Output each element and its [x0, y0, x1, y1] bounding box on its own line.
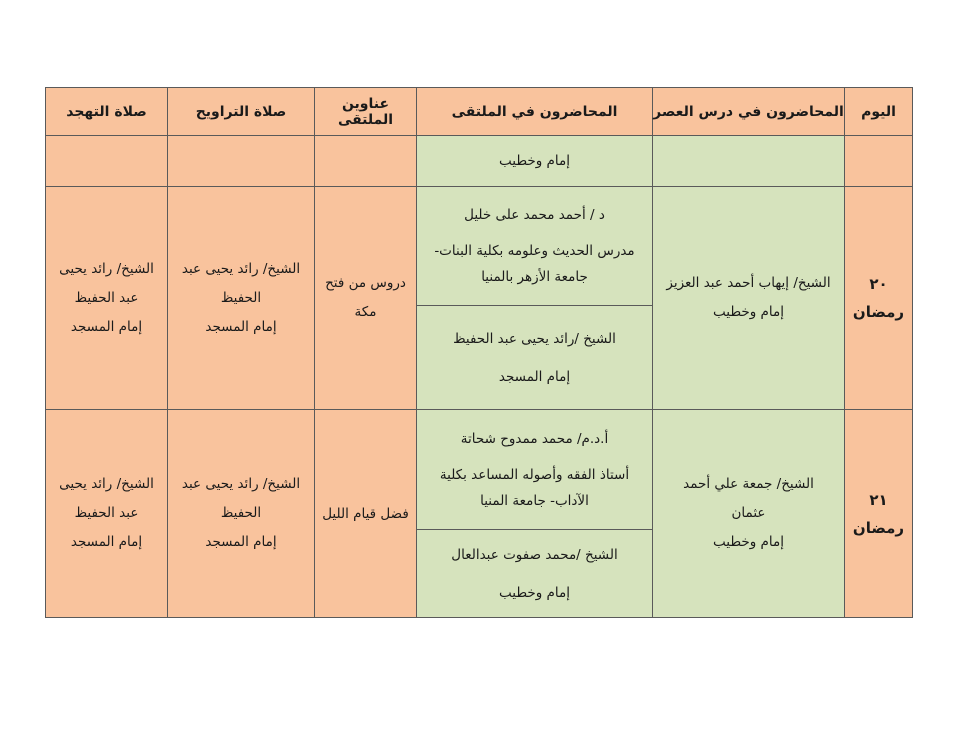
- taraweeh-cell: [168, 410, 315, 618]
- taraweeh-imam-name: الشيخ/ رائد يحيى عبد: [181, 260, 301, 277]
- taraweeh-imam-name-cont: الحفيظ: [220, 289, 262, 306]
- asr-lecturer-role: إمام وخطيب: [712, 304, 784, 320]
- day-cell: [845, 410, 913, 618]
- day-cell: [845, 187, 913, 410]
- lecturer-name: الشيخ /محمد صفوت عبدالعال: [451, 546, 618, 563]
- lecturer-role: إمام وخطيب: [498, 584, 570, 601]
- title-cell: [315, 136, 417, 187]
- asr-lecturer-name: الشيخ/ إيهاب أحمد عبد العزيز: [666, 275, 831, 291]
- header-asr-lecturers: المحاضرون في درس العصر: [653, 88, 845, 136]
- lecturer-cell: [417, 530, 653, 618]
- title-cell: [315, 187, 417, 410]
- asr-cell: [653, 136, 845, 187]
- asr-lecturer-role: إمام وخطيب: [712, 534, 784, 550]
- day-number: ٢١: [869, 490, 888, 509]
- tahajjud-cell: [46, 187, 168, 410]
- asr-cell: [653, 410, 845, 618]
- header-row: [46, 88, 913, 136]
- day-cell: [845, 136, 913, 187]
- lecturer-title: مدرس الحديث وعلومه بكلية البنات-: [434, 243, 635, 259]
- day-month: رمضان: [852, 518, 905, 537]
- header-multaqa-lecturers: المحاضرون في الملتقى: [417, 88, 653, 136]
- schedule-table: [45, 87, 913, 618]
- header-taraweeh: صلاة التراويح: [168, 88, 315, 136]
- header-day: اليوم: [845, 88, 913, 136]
- lecturer-role: إمام المسجد: [498, 368, 571, 385]
- lecturer-name: الشيخ /رائد يحيى عبد الحفيظ: [453, 330, 616, 347]
- lecturer-name: د / أحمد محمد على خليل: [464, 207, 605, 223]
- title-cell: [315, 410, 417, 618]
- lecturer-cell: [417, 410, 653, 530]
- lecturer-cell: إمام وخطيب: [417, 136, 653, 187]
- asr-lecturer-name: الشيخ/ جمعة علي أحمد: [683, 476, 814, 492]
- tahajjud-imam-role: إمام المسجد: [70, 318, 143, 335]
- lecturer-title: أستاذ الفقه وأصوله المساعد بكلية: [439, 466, 630, 483]
- header-tahajjud: صلاة التهجد: [46, 88, 168, 136]
- lecturer-name: أ.د.م/ محمد ممدوح شحاتة: [460, 430, 609, 447]
- tahajjud-imam-name-cont: عبد الحفيظ: [74, 505, 139, 521]
- lecturer-title-cont: الآداب- جامعة المنيا: [480, 492, 589, 509]
- tahajjud-cell: [46, 410, 168, 618]
- asr-lecturer-name-cont: عثمان: [731, 505, 766, 521]
- taraweeh-cell: [168, 136, 315, 187]
- tahajjud-imam-name: الشيخ/ رائد يحيى: [59, 260, 154, 277]
- day-month: رمضان: [852, 303, 905, 321]
- tahajjud-imam-name: الشيخ/ رائد يحيى: [59, 476, 154, 492]
- table-row: [46, 136, 913, 187]
- table-row: [46, 410, 913, 530]
- header-multaqa-titles: عناوين الملتقى: [315, 88, 417, 136]
- lecturer-cell: [417, 306, 653, 410]
- lecturer-title-cont: جامعة الأزهر بالمنيا: [481, 269, 588, 285]
- tahajjud-imam-role: إمام المسجد: [70, 534, 143, 550]
- taraweeh-imam-role: إمام المسجد: [205, 318, 277, 335]
- lecture-title-cont: مكة: [354, 304, 377, 320]
- day-number: ٢٠: [869, 275, 888, 293]
- lecturer-cell: [417, 187, 653, 306]
- lecture-title: دروس من فتح: [325, 275, 406, 291]
- taraweeh-imam-name: الشيخ/ رائد يحيى عبد: [181, 476, 301, 492]
- taraweeh-imam-role: إمام المسجد: [205, 534, 277, 550]
- lecture-title: فضل قيام الليل: [322, 505, 409, 522]
- tahajjud-cell: [46, 136, 168, 187]
- tahajjud-imam-name-cont: عبد الحفيظ: [74, 289, 139, 306]
- taraweeh-imam-name-cont: الحفيظ: [220, 505, 262, 521]
- table-row: [46, 187, 913, 306]
- asr-cell: [653, 187, 845, 410]
- taraweeh-cell: [168, 187, 315, 410]
